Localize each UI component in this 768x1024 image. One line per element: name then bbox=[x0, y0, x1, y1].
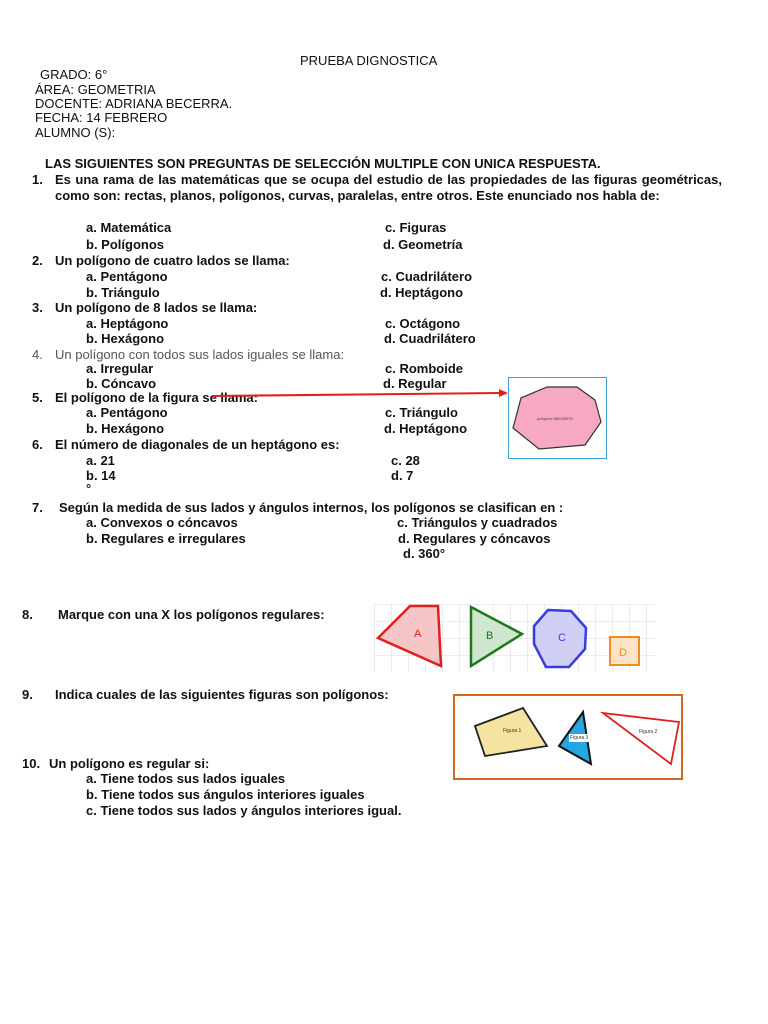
q1-option-d[interactable]: d. Geometría bbox=[383, 237, 463, 252]
q7-option-d[interactable]: d. Regulares y cóncavos bbox=[398, 531, 551, 546]
shape-a-label: A bbox=[414, 628, 422, 640]
q3-text: Un polígono de 8 lados se llama: bbox=[55, 300, 258, 315]
header-alumno: ALUMNO (S): bbox=[35, 125, 116, 140]
q10-option-a[interactable]: a. Tiene todos sus lados iguales bbox=[86, 771, 286, 786]
q7-text: Según la medida de sus lados y ángulos internos, los polígonos se clasifican en : bbox=[59, 500, 564, 515]
q7-extra: d. 360° bbox=[403, 546, 446, 561]
q7-option-a[interactable]: a. Convexos o cóncavos bbox=[86, 515, 238, 530]
q1-text: Es una rama de las matemáticas que se ocupa del estudio de las propiedades de las figuras geométricas, como son: rectas, planos, polígonos, curvas, paralelas, entre otros. Este enunciado nos habla de: bbox=[55, 172, 722, 203]
q10-option-c[interactable]: c. Tiene todos sus lados y ángulos interiores igual. bbox=[86, 803, 402, 818]
q5-number: 5. bbox=[32, 390, 43, 405]
q1-option-c[interactable]: c. Figuras bbox=[385, 220, 447, 235]
q6-option-c[interactable]: c. 28 bbox=[391, 453, 420, 468]
q3-option-a[interactable]: a. Heptágono bbox=[86, 316, 169, 331]
shape-d-label: D bbox=[619, 647, 627, 659]
q3-number: 3. bbox=[32, 300, 43, 315]
q6-extra: ° bbox=[86, 481, 92, 496]
q5-option-a[interactable]: a. Pentágono bbox=[86, 405, 168, 420]
q4-text: Un polígono con todos sus lados iguales se llama: bbox=[55, 347, 345, 362]
q5-option-c[interactable]: c. Triángulo bbox=[385, 405, 458, 420]
header-area: ÁREA: GEOMETRIA bbox=[35, 82, 156, 97]
page-title: PRUEBA DIGNOSTICA bbox=[300, 53, 438, 68]
q3-option-b[interactable]: b. Hexágono bbox=[86, 331, 165, 346]
header-fecha: FECHA: 14 FEBRERO bbox=[35, 110, 168, 125]
q8-text: Marque con una X los polígonos regulares: bbox=[58, 607, 325, 622]
q8-number: 8. bbox=[22, 607, 33, 622]
q10-number: 10. bbox=[22, 756, 41, 771]
q2-option-d[interactable]: d. Heptágono bbox=[380, 285, 464, 300]
figura-1-label: Figura 1 bbox=[503, 728, 522, 734]
q6-number: 6. bbox=[32, 437, 43, 452]
header-docente: DOCENTE: ADRIANA BECERRA. bbox=[35, 96, 233, 111]
q1-number: 1. bbox=[32, 172, 43, 187]
q4-option-c[interactable]: c. Romboide bbox=[385, 361, 464, 376]
q6-option-d[interactable]: d. 7 bbox=[391, 468, 414, 483]
q5-option-b[interactable]: b. Hexágono bbox=[86, 421, 165, 436]
instructions: LAS SIGUIENTES SON PREGUNTAS DE SELECCIÓN MULTIPLE CON UNICA RESPUESTA. bbox=[45, 156, 601, 171]
q8-shapes-figure bbox=[374, 604, 656, 672]
heptagon-label: polígono ABCDEFG bbox=[537, 416, 573, 421]
q10-text: Un polígono es regular si: bbox=[49, 756, 210, 771]
q3-option-c[interactable]: c. Octágono bbox=[385, 316, 461, 331]
q9-figures-box bbox=[453, 694, 683, 780]
q10-option-b[interactable]: b. Tiene todos sus ángulos interiores iguales bbox=[86, 787, 365, 802]
q4-option-d[interactable]: d. Regular bbox=[383, 376, 447, 391]
q1-option-b[interactable]: b. Polígonos bbox=[86, 237, 164, 252]
header-grado: GRADO: 6° bbox=[40, 67, 108, 82]
q9-text: Indica cuales de las siguientes figuras son polígonos: bbox=[55, 687, 389, 702]
q4-option-a[interactable]: a. Irregular bbox=[86, 361, 154, 376]
q7-option-c[interactable]: c. Triángulos y cuadrados bbox=[397, 515, 558, 530]
figura-2-shape bbox=[603, 713, 679, 764]
q7-number: 7. bbox=[32, 500, 43, 515]
q1-option-a[interactable]: a. Matemática bbox=[86, 220, 172, 235]
q9-number: 9. bbox=[22, 687, 33, 702]
q2-option-b[interactable]: b. Triángulo bbox=[86, 285, 160, 300]
q6-option-b[interactable]: b. 14 bbox=[86, 468, 116, 483]
figura-2-label: Figura 2 bbox=[639, 729, 658, 735]
q6-option-a[interactable]: a. 21 bbox=[86, 453, 115, 468]
q5-option-d[interactable]: d. Heptágono bbox=[384, 421, 468, 436]
q5-text: El polígono de la figura se llama: bbox=[55, 390, 258, 405]
q2-number: 2. bbox=[32, 253, 43, 268]
heptagon-figure bbox=[508, 377, 607, 459]
q3-option-d[interactable]: d. Cuadrilátero bbox=[384, 331, 476, 346]
shape-b-label: B bbox=[486, 630, 494, 642]
q6-text: El número de diagonales de un heptágono es: bbox=[55, 437, 340, 452]
q7-option-b[interactable]: b. Regulares e irregulares bbox=[86, 531, 246, 546]
figura-3-label: Figura 3 bbox=[570, 735, 589, 741]
shape-c-label: C bbox=[558, 632, 566, 644]
q2-text: Un polígono de cuatro lados se llama: bbox=[55, 253, 290, 268]
q4-option-b[interactable]: b. Cóncavo bbox=[86, 376, 157, 391]
q2-option-c[interactable]: c. Cuadrilátero bbox=[381, 269, 473, 284]
q2-option-a[interactable]: a. Pentágono bbox=[86, 269, 168, 284]
q4-number: 4. bbox=[32, 347, 43, 362]
